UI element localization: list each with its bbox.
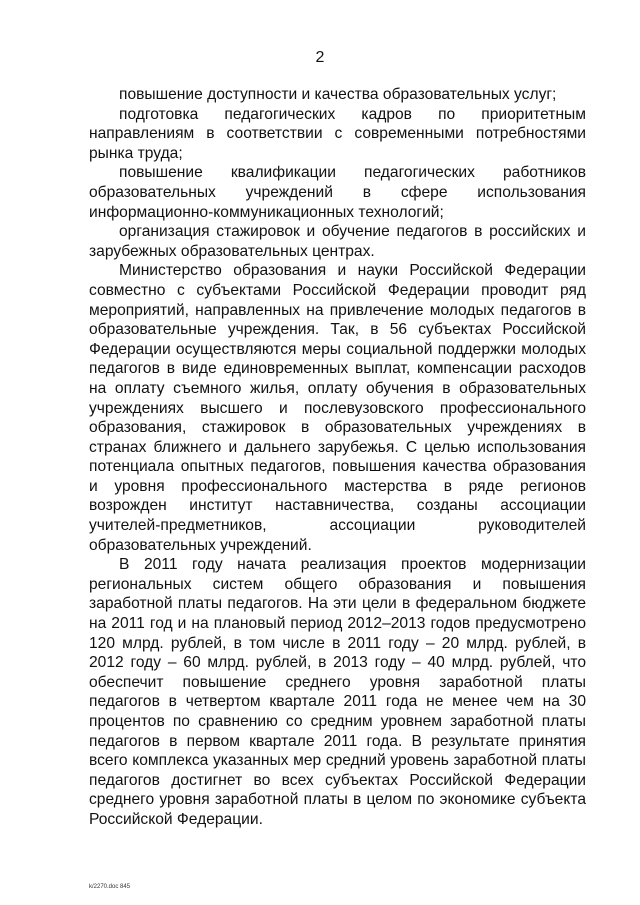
paragraph-3: повышение квалификации педагогических работников образовательных учреждений в сфере использования информационно-коммуникационных технологий; [89,164,586,221]
paragraph-6: В 2011 году начата реализация проектов модернизации региональных систем общего образования и повышения заработной платы педагогов. На эти цели в федеральном бюджете на 2011 год и на плановый период 2012–2013 годов предусмотрено 120 млрд. рублей, в том числе в 2011 году – 20 млрд. рублей, в 2012 году – 60 млрд. рублей, в 2013 году – 40 млрд. рублей, что обеспечит повышение среднего уровня заработной платы педагогов в четвертом квартале 2011 года не менее чем на 30 процентов по сравнению со средним уровнем заработной платы педагогов в первом квартале 2011 года. В результате принятия всего комплекса указанных мер средний уровень заработной платы педагогов достигнет во всех субъектах Российской Федерации среднего уровня заработной платы в целом по экономике субъекта Российской Федерации. [89,556,586,828]
body-text [89,85,586,830]
paragraph-5: Министерство образования и науки Российской Федерации совместно с субъектами Российской Федерации проводит ряд мероприятий, направленных на привлечение молодых педагогов в образовательные учреждения. Так, в 56 субъектах Российской Федерации осуществляются меры социальной поддержки молодых педагогов в виде единовременных выплат, компенсации расходов на оплату съемного жилья, оплату обучения в образовательных учреждениях высшего и послевузовского профессионального образования, стажировок в образовательных учреждениях в странах ближнего и дальнего зарубежья. С целью использования потенциала опытных педагогов, повышения качества образования и уровня профессионального мастерства в ряде регионов возрожден институт наставничества, созданы ассоциации учителей-предметников, ассоциации руководителей образовательных учреждений. [89,262,586,554]
paragraph-2: подготовка педагогических кадров по приоритетным направлениям в соответствии с современными потребностями рынка труда; [89,105,586,162]
paragraph-1: повышение доступности и качества образовательных услуг; [119,86,557,103]
footer-doc-code: k/2270.doc 845 [89,884,131,890]
page-number: 2 [315,49,325,66]
paragraph-4: организация стажировок и обучение педагогов в российских и зарубежных образовательных центрах. [89,223,586,260]
